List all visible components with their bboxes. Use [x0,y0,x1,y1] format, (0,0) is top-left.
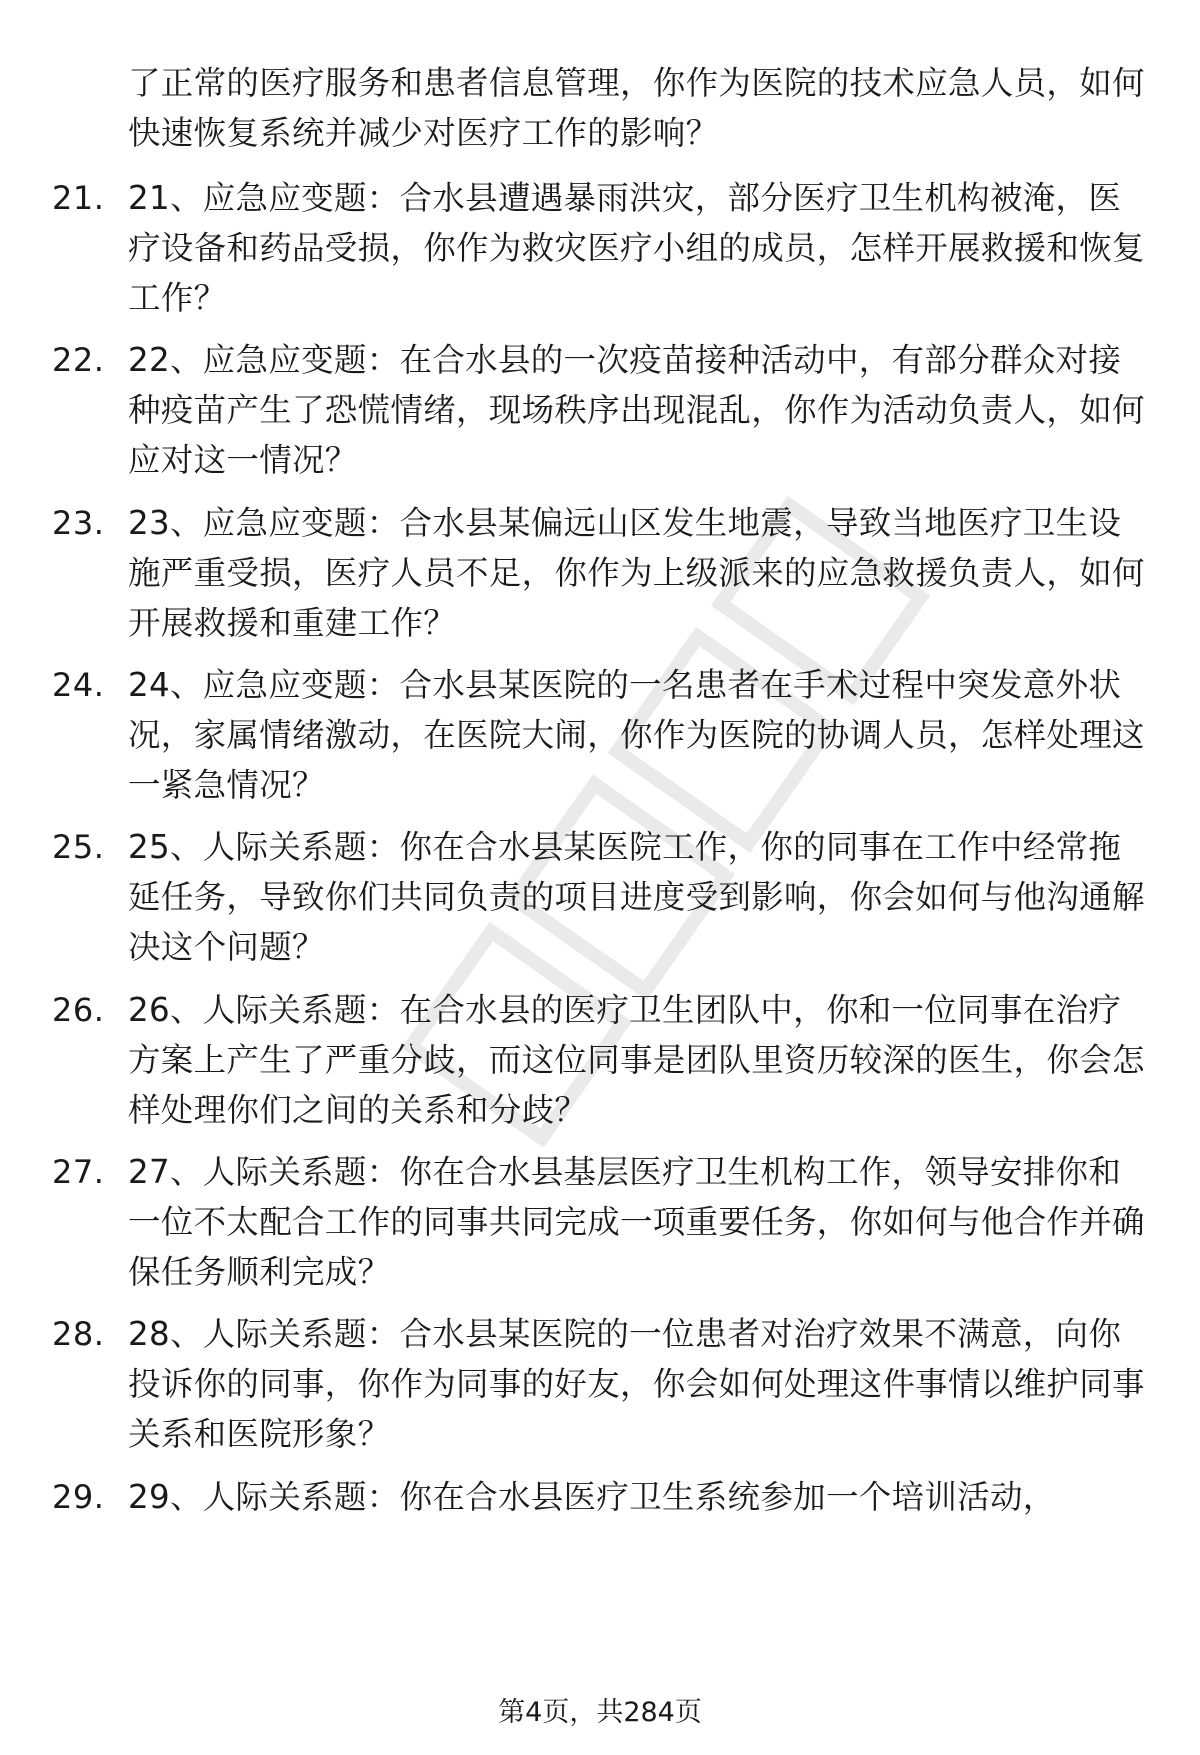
page-footer: 第4页，共284页 [498,1697,702,1728]
item-number: 26. [52,991,105,1029]
item-text: 21、应急应变题：合水县遭遇暴雨洪灾，部分医疗卫生机构被淹，医疗设备和药品受损，你作为救灾医疗小组的成员，怎样开展救援和恢复工作？ [128,179,1145,317]
item-number: 28. [52,1315,105,1353]
item-text: 28、人际关系题：合水县某医院的一位患者对治疗效果不满意，向你投诉你的同事，你作为同事的好友，你会如何处理这件事情以维护同事关系和医院形象？ [128,1315,1145,1453]
item-text: 26、人际关系题：在合水县的医疗卫生团队中，你和一位同事在治疗方案上产生了严重分歧，而这位同事是团队里资历较深的医生，你会怎样处理你们之间的关系和分歧？ [128,991,1145,1129]
item-text: 24、应急应变题：合水县某医院的一名患者在手术过程中突发意外状况，家属情绪激动，在医院大闹，你作为医院的协调人员，怎样处理这一紧急情况？ [128,666,1145,804]
item-number: 24. [52,666,105,704]
item-text: 23、应急应变题：合水县某偏远山区发生地震，导致当地医疗卫生设施严重受损，医疗人员不足，你作为上级派来的应急救援负责人，如何开展救援和重建工作？ [128,504,1145,642]
item-text: 29、人际关系题：你在合水县医疗卫生系统参加一个培训活动， [128,1478,1056,1516]
continuation-text: 了正常的医疗服务和患者信息管理，你作为医院的技术应急人员，如何快速恢复系统并减少对医疗工作的影响？ [128,64,1145,152]
item-number: 22. [52,341,105,379]
item-number: 29. [52,1478,105,1516]
item-number: 25. [52,828,105,866]
item-text: 25、人际关系题：你在合水县某医院工作，你的同事在工作中经常拖延任务，导致你们共同负责的项目进度受到影响，你会如何与他沟通解决这个问题？ [128,828,1145,966]
item-number: 27. [52,1153,105,1191]
item-number: 21. [52,179,105,217]
item-text: 27、人际关系题：你在合水县基层医疗卫生机构工作，领导安排你和一位不太配合工作的同事共同完成一项重要任务，你如何与他合作并确保任务顺利完成？ [128,1153,1145,1291]
item-number: 23. [52,504,105,542]
item-text: 22、应急应变题：在合水县的一次疫苗接种活动中，有部分群众对接种疫苗产生了恐慌情绪，现场秩序出现混乱，你作为活动负责人，如何应对这一情况？ [128,341,1145,479]
